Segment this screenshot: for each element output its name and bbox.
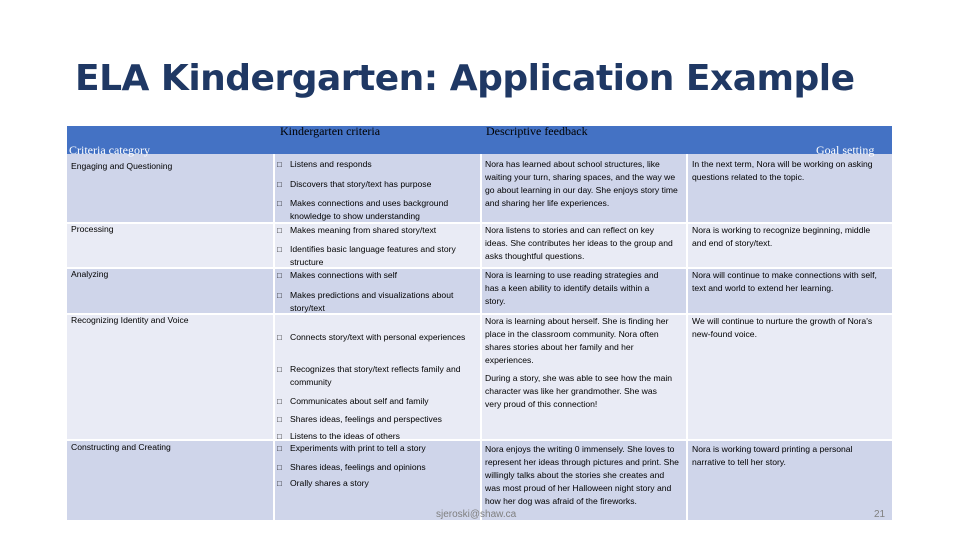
criteria-item: □ Listens to the ideas of others [277,430,475,443]
feedback-cell: Nora is learning about herself. She is finding her place in the classroom community. Nora often shares stories about her family and her experiences. [485,316,669,365]
criteria-item: □ Communicates about self and family [277,395,475,408]
criteria-item: □ Orally shares a story [277,477,475,490]
goal-cell: Nora will continue to make connections with self, text and world to extend her learning. [692,270,877,293]
criteria-item: □ Shares ideas, feelings and perspectives [277,413,475,426]
header-goal-setting: Goal setting [816,143,875,157]
criteria-item: □ Makes connections with self [277,269,475,282]
criteria-item: □ Makes predictions and visualizations about story/text [277,289,475,315]
header-kindergarten-criteria: Kindergarten criteria [280,124,381,138]
criteria-item: □ Listens and responds [277,158,475,171]
column-divider [480,154,482,520]
goal-cell: Nora is working toward printing a personal narrative to tell her story. [692,444,853,467]
footer-email: sjeroski@shaw.ca [436,509,517,520]
header-descriptive-feedback: Descriptive feedback [486,124,588,138]
category-cell: Constructing and Creating [71,442,171,452]
feedback-cell: Nora is learning to use reading strategies and has a keen ability to identify details within a story. [485,270,659,306]
header-bar [67,126,892,154]
criteria-item: □ Makes meaning from shared story/text [277,224,475,237]
criteria-item: □ Shares ideas, feelings and opinions [277,461,475,474]
criteria-item: □ Discovers that story/text has purpose [277,178,475,191]
category-cell: Engaging and Questioning [71,161,173,171]
feedback-cell: Nora has learned about school structures, like waiting your turn, sharing spaces, and the way we go about learning in our day. She enjoys story time and sharing her life experiences. [485,159,678,208]
category-cell: Analyzing [71,269,109,279]
feedback-cell: Nora listens to stories and can reflect on key ideas. She contributes her ideas to the group and asks thoughtful questions. [485,225,673,261]
goal-cell: Nora is working to recognize beginning, middle and end of story/text. [692,225,871,248]
column-divider [686,154,688,520]
criteria-item: □ Recognizes that story/text reflects family and community [277,363,475,389]
criteria-item: □ Connects story/text with personal experiences [277,331,475,344]
criteria-item: □ Identifies basic language features and story structure [277,243,475,269]
column-divider [273,154,275,520]
criteria-item: □ Makes connections and uses background knowledge to show understanding [277,197,475,223]
page-title: ELA Kindergarten: Application Example [75,58,855,99]
criteria-item: □ Experiments with print to tell a story [277,442,475,455]
goal-cell: We will continue to nurture the growth of Nora's new-found voice. [692,316,873,339]
category-cell: Processing [71,224,114,234]
feedback-cell: Nora enjoys the writing 0 immensely. She loves to represent her ideas through pictures and print. She willingly talks about the stories she creates and was most proud of her Halloween night story and how her dog was afraid of the fireworks. [485,444,679,506]
category-cell: Recognizing Identity and Voice [71,315,189,325]
goal-cell: In the next term, Nora will be working on asking questions related to the topic. [692,159,873,182]
feedback-cell: During a story, she was able to see how the main character was like her grandmother. She was very proud of this connection! [485,373,673,409]
header-criteria-category: Criteria category [69,143,150,157]
page-number: 21 [874,509,886,520]
